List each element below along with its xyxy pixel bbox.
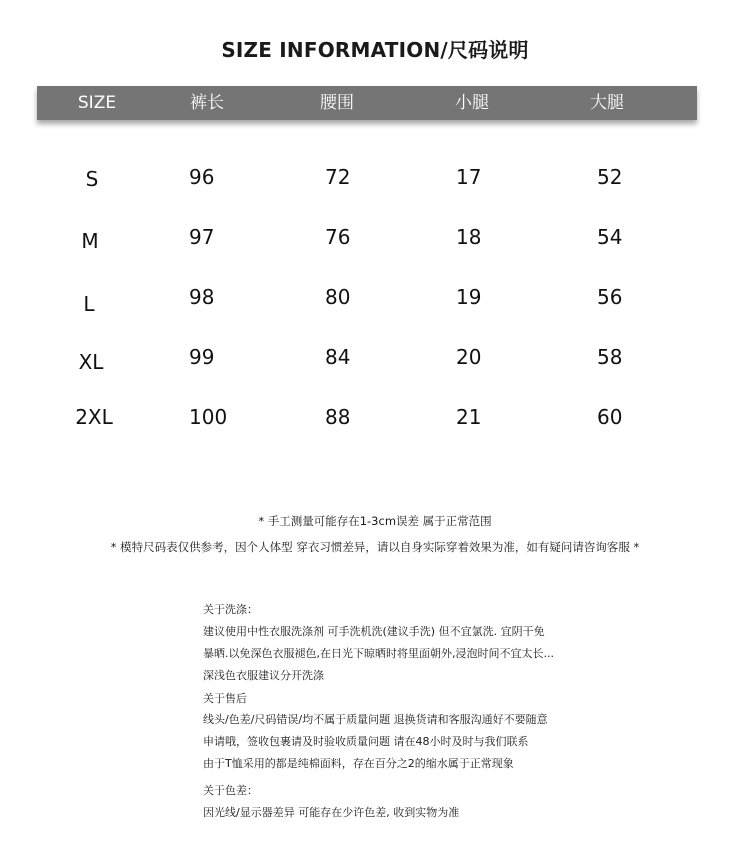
color-line: 因光线/显示器差异 可能存在少许色差, 收到实物为准	[203, 806, 460, 819]
aftersale-line: 线头/色差/尺码错误/均不属于质量问题 退换货请和客服沟通好不要随意	[203, 713, 548, 726]
header-waist: 腰围	[320, 93, 354, 113]
washing-title: 关于洗涤：	[203, 603, 258, 616]
calf-cell: 18	[456, 225, 482, 249]
length-cell: 97	[189, 225, 215, 249]
header-calf: 小腿	[455, 93, 489, 113]
table-header	[37, 86, 697, 120]
size-cell: L	[83, 292, 95, 316]
table-row	[0, 402, 750, 432]
thigh-cell: 52	[597, 165, 623, 189]
calf-cell: 20	[456, 345, 482, 369]
table-row	[0, 342, 750, 372]
table-row	[0, 162, 750, 192]
thigh-cell: 60	[597, 405, 623, 429]
washing-line: 深浅色衣服建议分开洗涤	[203, 669, 324, 682]
table-row	[0, 222, 750, 252]
waist-cell: 88	[325, 405, 351, 429]
header-length: 裤长	[190, 93, 224, 113]
calf-cell: 19	[456, 285, 482, 309]
aftersale-line: 申请哦，签收包裹请及时验收质量问题 请在48小时及时与我们联系	[203, 735, 529, 748]
waist-cell: 72	[325, 165, 351, 189]
length-cell: 96	[189, 165, 215, 189]
waist-cell: 80	[325, 285, 351, 309]
size-cell: 2XL	[75, 405, 113, 429]
washing-line: 建议使用中性衣服洗涤剂 可手洗机洗(建议手洗) 但不宜氯洗. 宜阴干免	[203, 625, 545, 638]
header-thigh: 大腿	[590, 93, 624, 113]
reference-note: * 模特尺码表仅供参考，因个人体型 穿衣习惯差异，请以自身实际穿着效果为准，如有疑问请咨询客服 *	[110, 540, 640, 554]
thigh-cell: 58	[597, 345, 623, 369]
calf-cell: 21	[456, 405, 482, 429]
size-cell: M	[81, 229, 99, 253]
size-cell: XL	[78, 350, 104, 374]
size-cell: S	[85, 167, 99, 191]
length-cell: 98	[189, 285, 215, 309]
length-cell: 99	[189, 345, 215, 369]
aftersale-title: 关于售后	[203, 692, 247, 705]
length-cell: 100	[189, 405, 228, 429]
page-title: SIZE INFORMATION/尺码说明	[221, 38, 529, 62]
waist-cell: 84	[325, 345, 351, 369]
thigh-cell: 54	[597, 225, 623, 249]
table-row	[0, 282, 750, 316]
measurement-note: * 手工测量可能存在1-3cm误差 属于正常范围	[258, 514, 492, 528]
washing-line: 暴晒.以免深色衣服褪色,在日光下晾晒时将里面朝外,浸泡时间不宜太长...	[203, 647, 554, 660]
aftersale-line: 由于T恤采用的都是纯棉面料，存在百分之2的缩水属于正常现象	[203, 757, 514, 770]
thigh-cell: 56	[597, 285, 623, 309]
waist-cell: 76	[325, 225, 351, 249]
calf-cell: 17	[456, 165, 482, 189]
color-title: 关于色差：	[203, 784, 258, 797]
header-size: SIZE	[77, 93, 117, 113]
